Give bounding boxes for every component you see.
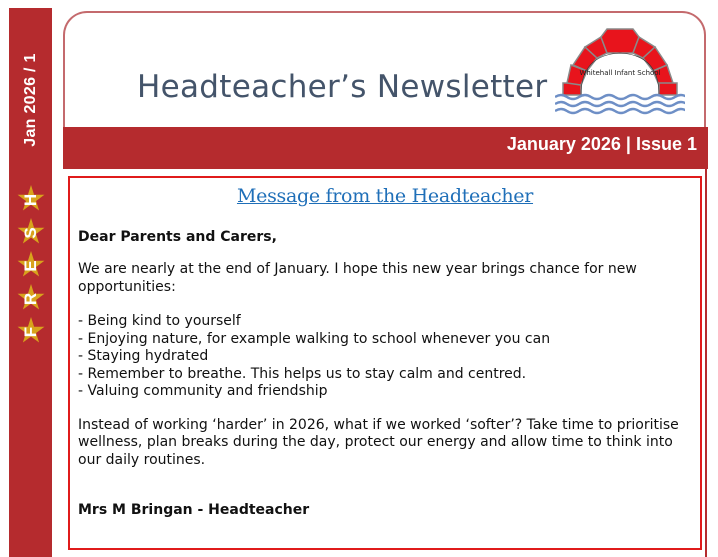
message-title: Message from the Headteacher — [236, 185, 534, 207]
closing-paragraph: Instead of working ‘harder’ in 2026, what if we worked ‘softer’? Take time to prioritise wellness, plan breaks during the day, protect our energy and allow time to think into our daily routines. — [78, 416, 679, 468]
star-icon — [9, 217, 52, 248]
list-item: - Enjoying nature, for example walking to school whenever you can — [78, 330, 551, 347]
list-item: - Valuing community and friendship — [78, 383, 328, 399]
fresh-letter: H — [20, 193, 40, 206]
issue-banner-text: January 2026 | Issue 1 — [506, 134, 697, 154]
star-icon — [9, 316, 52, 347]
fresh-letter: R — [20, 292, 40, 305]
sidebar-strip — [9, 8, 52, 557]
wellbeing-list — [78, 313, 692, 401]
page-border-line — [705, 127, 707, 557]
issue-banner — [63, 127, 708, 169]
school-logo-icon — [555, 25, 685, 120]
newsletter-header — [63, 11, 706, 127]
issue-label — [9, 8, 52, 168]
list-item: - Remember to breathe. This helps us to stay calm and centred. — [78, 365, 527, 382]
greeting: Dear Parents and Carers, — [78, 229, 277, 245]
svg-text:Whitehall Infant School: Whitehall Infant School — [579, 69, 661, 77]
star-icon — [9, 250, 52, 281]
star-icon — [9, 283, 52, 314]
list-item: - Staying hydrated — [78, 348, 209, 364]
signoff: Mrs M Bringan - Headteacher — [78, 502, 310, 518]
star-icon — [9, 184, 52, 215]
message-box — [68, 176, 702, 550]
issue-label-text: Jan 2026 / 1 — [21, 53, 39, 147]
fresh-letter: S — [20, 226, 40, 239]
fresh-acronym — [9, 184, 52, 349]
intro-paragraph: We are nearly at the end of January. I hope this new year brings chance for new opportunities: — [78, 261, 637, 295]
page-title: Headteacher’s Newsletter — [137, 69, 548, 105]
fresh-letter: E — [20, 259, 40, 272]
list-item: - Being kind to yourself — [78, 313, 241, 329]
fresh-letter: F — [20, 326, 40, 337]
